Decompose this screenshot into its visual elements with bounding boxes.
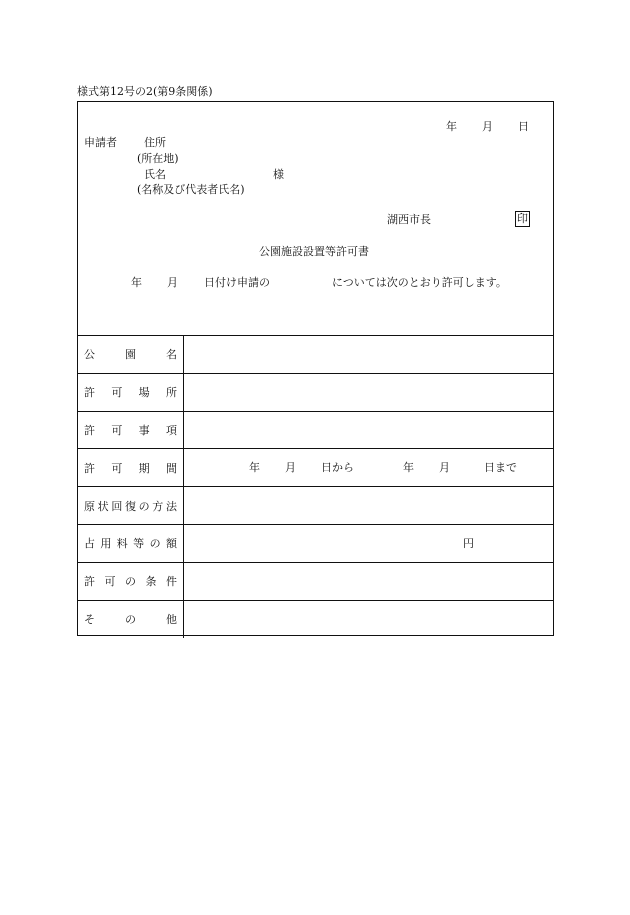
period-from: 日から — [321, 461, 354, 475]
permit-location-field[interactable] — [184, 374, 553, 411]
permit-period-label-char: 可 — [111, 461, 123, 475]
other-label-char: の — [125, 613, 136, 627]
permit-matter-label-char: 事 — [138, 423, 150, 437]
statement-continuation: については次のとおり許可します。 — [332, 276, 507, 289]
park-name-label-char: 園 — [125, 348, 136, 362]
issuer-title: 湖西市長 — [387, 213, 431, 226]
restoration-method-label-char: 回 — [111, 499, 123, 513]
usage-fee-label-char: 等 — [133, 537, 145, 551]
form-number: 様式第12号の2(第9条関係) — [77, 85, 213, 98]
permit-period-label — [78, 449, 184, 486]
applicant-label: 申請者 — [84, 136, 117, 149]
usage-fee-label-char: 用 — [100, 537, 112, 551]
park-name-field[interactable] — [184, 336, 553, 373]
other-label — [78, 601, 184, 639]
permit-matter-label-char: 許 — [84, 423, 95, 437]
restoration-method-label-char: 復 — [124, 499, 136, 513]
permit-matter-field[interactable] — [184, 412, 553, 449]
statement-date-app: 日付け申請の — [204, 276, 270, 289]
permit-matter-label-char: 可 — [111, 423, 123, 437]
period-m1: 月 — [285, 461, 296, 475]
honorific-label: 様 — [273, 168, 284, 181]
address-sub-label: (所在地) — [137, 152, 179, 165]
usage-fee-field[interactable] — [184, 525, 553, 562]
permit-matter-label-char: 項 — [165, 423, 177, 437]
permit-location-label-char: 場 — [138, 386, 150, 400]
permit-conditions-label-char: 条 — [145, 575, 157, 589]
table-row-permit-conditions — [78, 563, 553, 601]
permit-location-label-char: 可 — [111, 386, 123, 400]
other-label-char: 他 — [166, 613, 177, 627]
period-y1: 年 — [249, 461, 260, 475]
other-label-char: そ — [84, 613, 95, 627]
restoration-method-label — [78, 487, 184, 524]
permit-location-label-char: 所 — [165, 386, 177, 400]
park-name-label — [78, 336, 184, 373]
usage-fee-label — [78, 525, 184, 562]
permit-location-label — [78, 374, 184, 411]
name-sub-label: (名称及び代表者氏名) — [137, 183, 245, 196]
restoration-method-label-char: 方 — [152, 499, 164, 513]
seal-mark — [515, 211, 530, 227]
restoration-method-label-char: の — [138, 499, 150, 513]
table-row-usage-fee — [78, 525, 553, 563]
restoration-method-label-char: 状 — [97, 499, 109, 513]
usage-fee-label-char: 料 — [116, 537, 128, 551]
park-name-label-char: 公 — [84, 348, 95, 362]
date-month: 月 — [482, 120, 493, 133]
usage-fee-label-char: 占 — [84, 537, 95, 551]
restoration-method-label-char: 法 — [165, 499, 177, 513]
address-label: 住所 — [144, 136, 166, 149]
table-row-permit-matter — [78, 412, 553, 450]
table-row-restoration-method — [78, 487, 553, 525]
date-year: 年 — [446, 120, 457, 133]
permit-location-label-char: 許 — [84, 386, 95, 400]
permit-period-label-char: 間 — [165, 461, 177, 475]
permit-period-label-char: 許 — [84, 461, 95, 475]
period-to: 日まで — [484, 461, 517, 475]
permit-period-field[interactable] — [184, 449, 553, 486]
permit-conditions-field[interactable] — [184, 563, 553, 600]
permit-conditions-label-char: 許 — [84, 575, 95, 589]
details-table — [78, 336, 553, 638]
permit-period-label-char: 期 — [138, 461, 150, 475]
period-y2: 年 — [403, 461, 414, 475]
restoration-method-field[interactable] — [184, 487, 553, 524]
permit-conditions-label-char: 件 — [166, 575, 177, 589]
table-row-park-name — [78, 336, 553, 374]
name-label: 氏名 — [144, 168, 166, 181]
period-m2: 月 — [439, 461, 450, 475]
other-field[interactable] — [184, 601, 553, 639]
permit-form — [77, 101, 554, 636]
usage-fee-label-char: 額 — [165, 537, 177, 551]
seal-text: 印 — [515, 211, 530, 227]
permit-matter-label — [78, 412, 184, 449]
permit-conditions-label — [78, 563, 184, 600]
date-day: 日 — [518, 120, 529, 133]
table-row-permit-location — [78, 374, 553, 412]
table-row-permit-period — [78, 449, 553, 487]
permit-conditions-label-char: 可 — [104, 575, 116, 589]
park-name-label-char: 名 — [166, 348, 177, 362]
statement-year: 年 — [131, 276, 142, 289]
statement-month: 月 — [167, 276, 178, 289]
restoration-method-label-char: 原 — [84, 499, 95, 513]
table-row-other — [78, 601, 553, 639]
permit-conditions-label-char: の — [125, 575, 136, 589]
document-title: 公園施設設置等許可書 — [259, 245, 369, 258]
usage-fee-label-char: の — [149, 537, 161, 551]
currency-unit: 円 — [463, 536, 474, 550]
